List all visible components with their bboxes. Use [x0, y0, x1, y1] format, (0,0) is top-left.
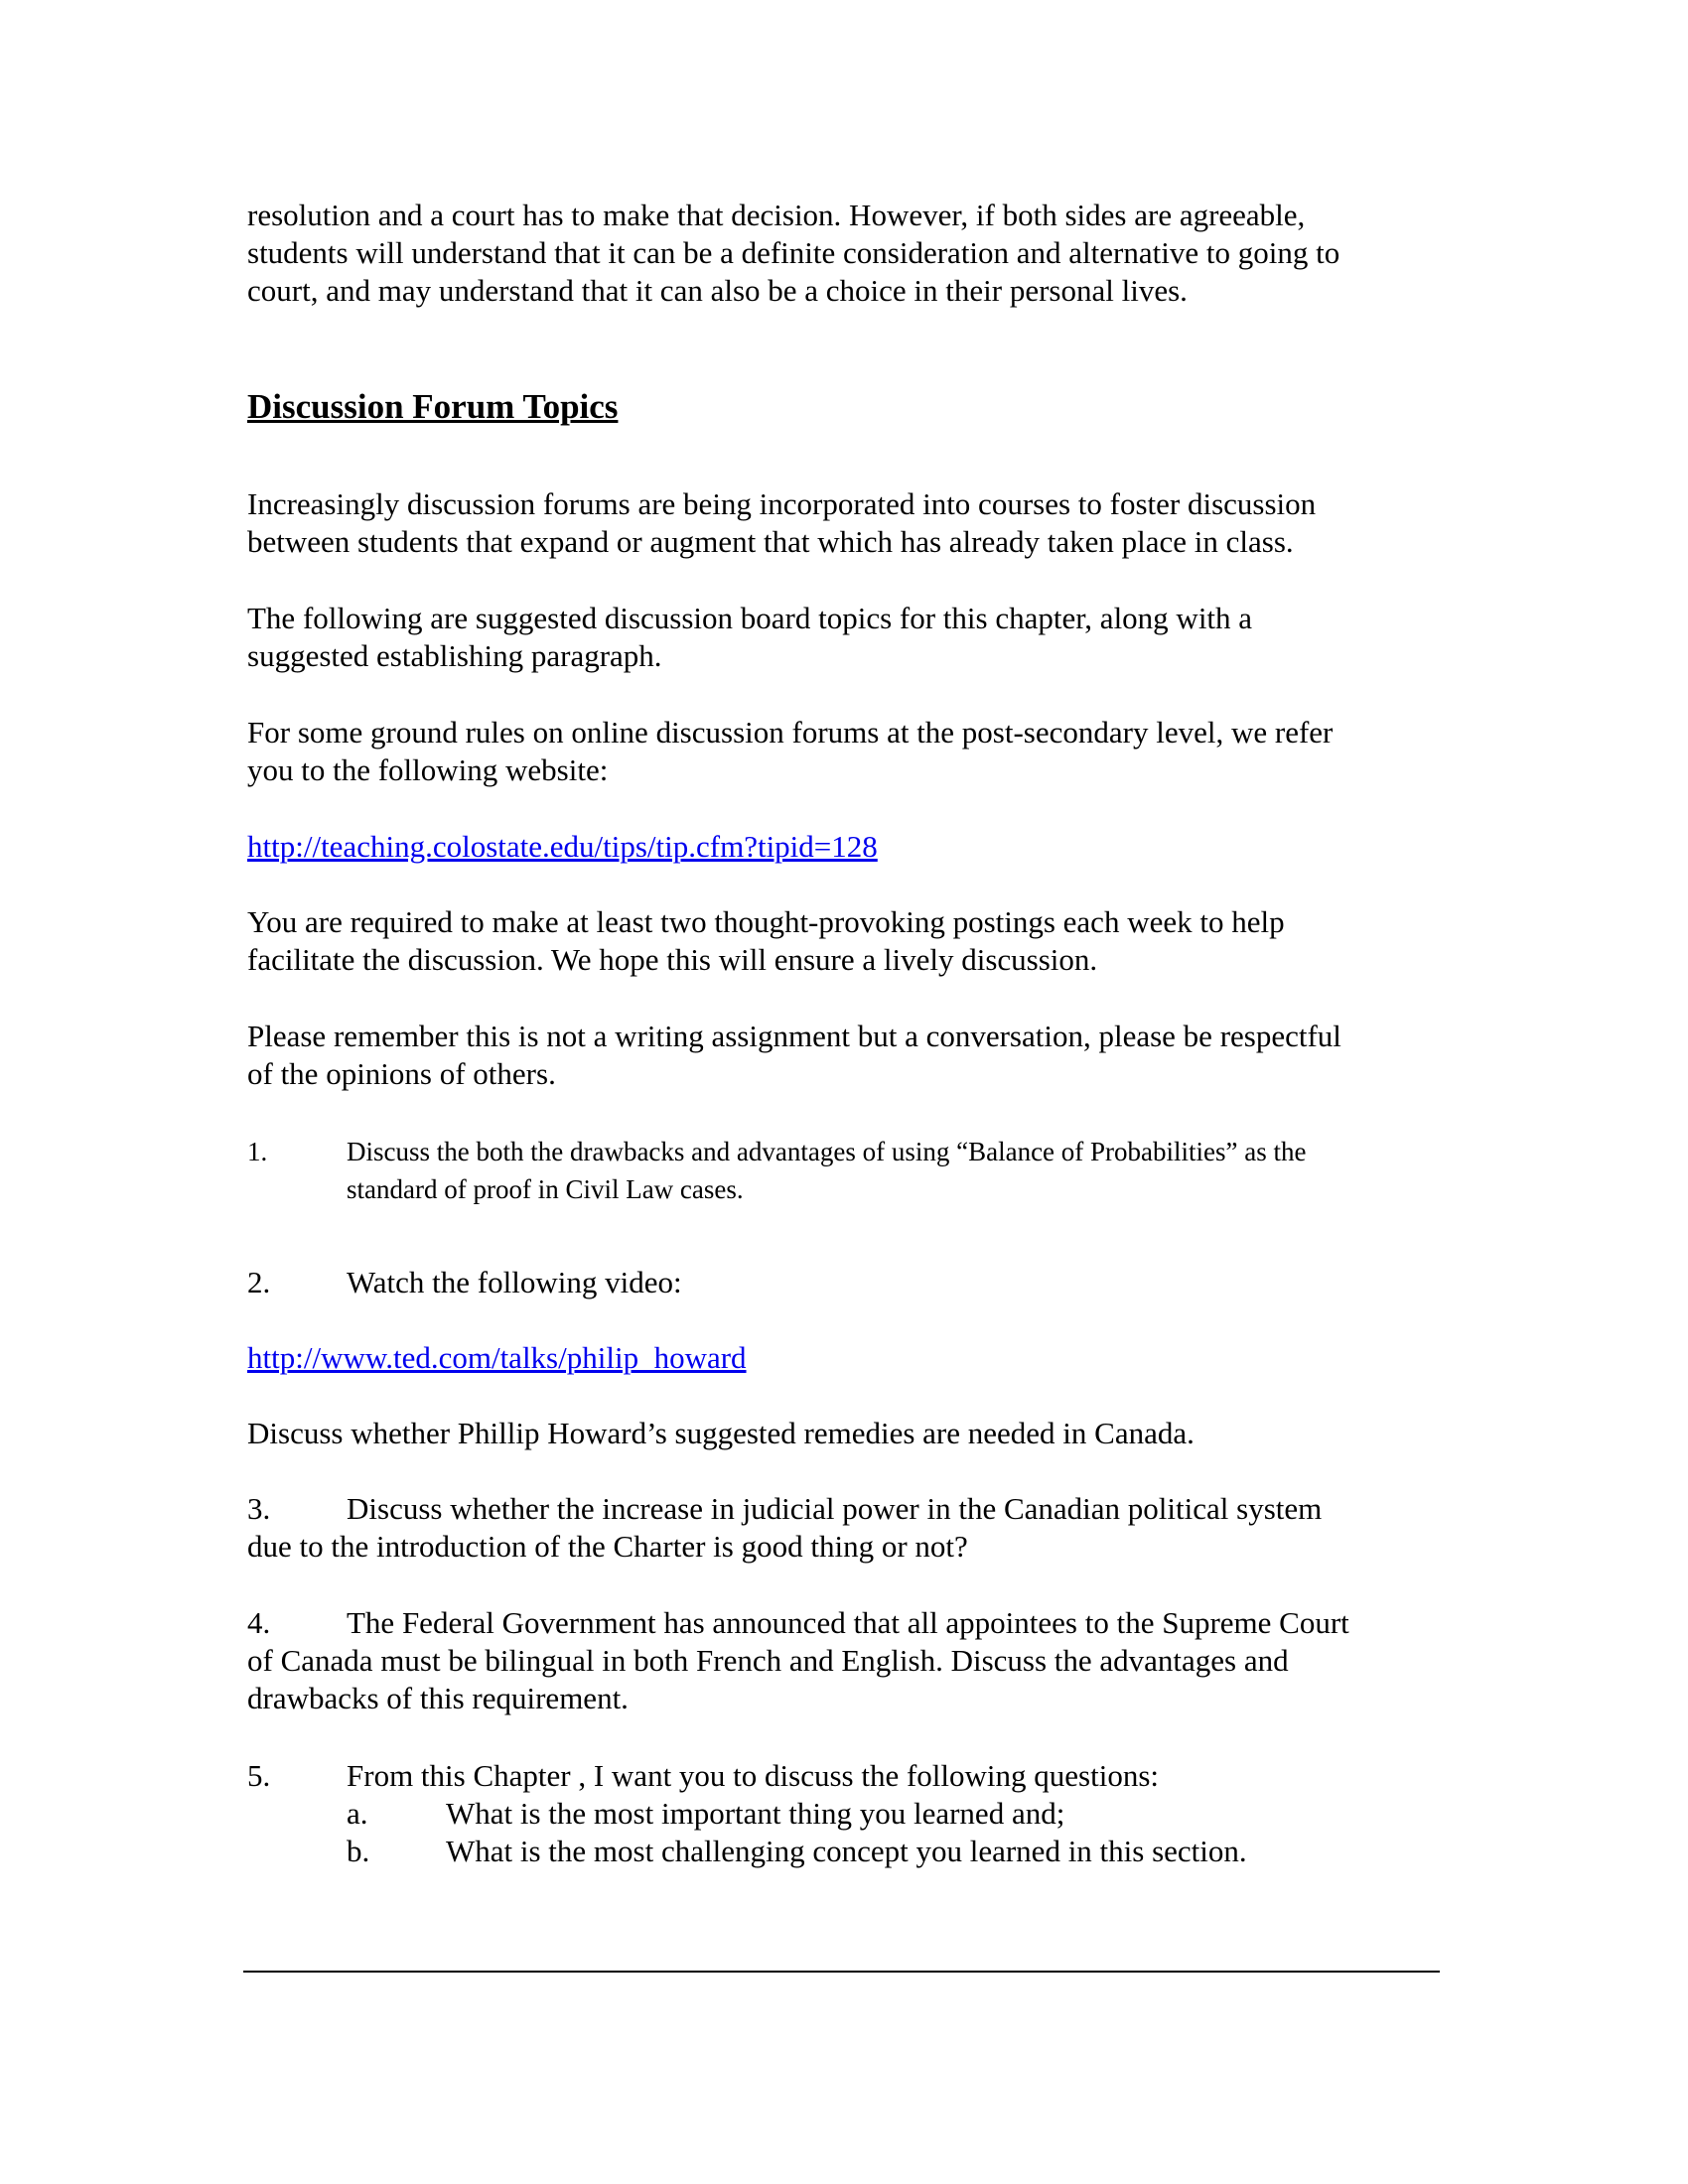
paragraph-respect: [247, 1018, 1439, 1093]
list-item-5-sub-b-text: What is the most challenging concept you learned in this section.: [446, 1834, 1247, 1868]
intro-line-1: resolution and a court has to make that decision. However, if both sides are agreeable,: [247, 198, 1306, 232]
link-paragraph-colostate: [247, 828, 1439, 866]
paragraph-suggested-topics: [247, 600, 1439, 675]
paragraph-respect-line-2: of the opinions of others.: [247, 1056, 556, 1091]
list-item-5-sub-b: [247, 1833, 1439, 1870]
paragraph-suggested-line-2: suggested establishing paragraph.: [247, 638, 662, 673]
paragraph-forums-line-1: Increasingly discussion forums are being incorporated into courses to foster discussion: [247, 486, 1317, 521]
list-item-4-line-3: drawbacks of this requirement.: [247, 1681, 629, 1715]
list-item-5-sub-a-text: What is the most important thing you learned and;: [446, 1796, 1065, 1831]
paragraph-ground-rules-line-1: For some ground rules on online discussion forums at the post-secondary level, we refer: [247, 715, 1334, 750]
paragraph-postings-line-2: facilitate the discussion. We hope this will ensure a lively discussion.: [247, 942, 1098, 977]
paragraph-forums: [247, 485, 1439, 561]
intro-line-2: students will understand that it can be a definite consideration and alternative to going to: [247, 235, 1340, 270]
section-heading: Discussion Forum Topics: [247, 387, 619, 426]
paragraph-postings: [247, 903, 1439, 979]
list-item-3-line-2: due to the introduction of the Charter is good thing or not?: [247, 1529, 968, 1564]
list-item-2-text: Watch the following video:: [347, 1265, 682, 1299]
list-item-1-line-2: standard of proof in Civil Law cases.: [347, 1174, 744, 1204]
paragraph-ground-rules-line-2: you to the following website:: [247, 752, 609, 787]
list-item-5-text: From this Chapter , I want you to discuss the following questions:: [347, 1758, 1160, 1793]
list-item-4-line-1: The Federal Government has announced that all appointees to the Supreme Court: [347, 1605, 1349, 1640]
link-paragraph-ted: [247, 1339, 1439, 1377]
list-item-3-line-1: Discuss whether the increase in judicial power in the Canadian political system: [347, 1491, 1323, 1526]
list-item-5: [247, 1757, 1439, 1870]
paragraph-postings-line-1: You are required to make at least two thought-provoking postings each week to help: [247, 904, 1285, 939]
paragraph-forums-line-2: between students that expand or augment that which has already taken place in class.: [247, 524, 1294, 559]
list-item-5-sub-b-label: b.: [347, 1834, 370, 1868]
list-item-2-followup: Discuss whether Phillip Howard’s suggested remedies are needed in Canada.: [247, 1416, 1195, 1450]
list-item-1-number: 1.: [247, 1137, 268, 1166]
list-item-1: [247, 1133, 1439, 1208]
list-item-5-number: 5.: [247, 1758, 271, 1793]
paragraph-ground-rules: [247, 714, 1439, 789]
list-item-4-number: 4.: [247, 1605, 271, 1640]
list-item-3-number: 3.: [247, 1491, 271, 1526]
list-item-3: [247, 1490, 1439, 1566]
list-item-5-sub-a-label: a.: [347, 1796, 368, 1831]
list-item-2-number: 2.: [247, 1265, 271, 1299]
intro-line-3: court, and may understand that it can also be a choice in their personal lives.: [247, 273, 1188, 308]
list-item-5-sub-a: [247, 1795, 1439, 1833]
footer-divider: [243, 1971, 1440, 1973]
paragraph-suggested-line-1: The following are suggested discussion board topics for this chapter, along with a: [247, 601, 1253, 635]
list-item-4: [247, 1604, 1439, 1717]
list-item-4-line-2: of Canada must be bilingual in both French and English. Discuss the advantages and: [247, 1643, 1289, 1678]
list-item-1-line-1: Discuss the both the drawbacks and advantages of using “Balance of Probabilities” as the: [347, 1137, 1307, 1166]
colostate-tips-link[interactable]: http://teaching.colostate.edu/tips/tip.cfm?tipid=128: [247, 829, 878, 864]
list-item-2: [247, 1264, 1439, 1301]
paragraph-respect-line-1: Please remember this is not a writing assignment but a conversation, please be respectful: [247, 1019, 1341, 1053]
intro-paragraph: [247, 197, 1439, 310]
ted-talk-link[interactable]: http://www.ted.com/talks/philip_howard: [247, 1340, 747, 1375]
